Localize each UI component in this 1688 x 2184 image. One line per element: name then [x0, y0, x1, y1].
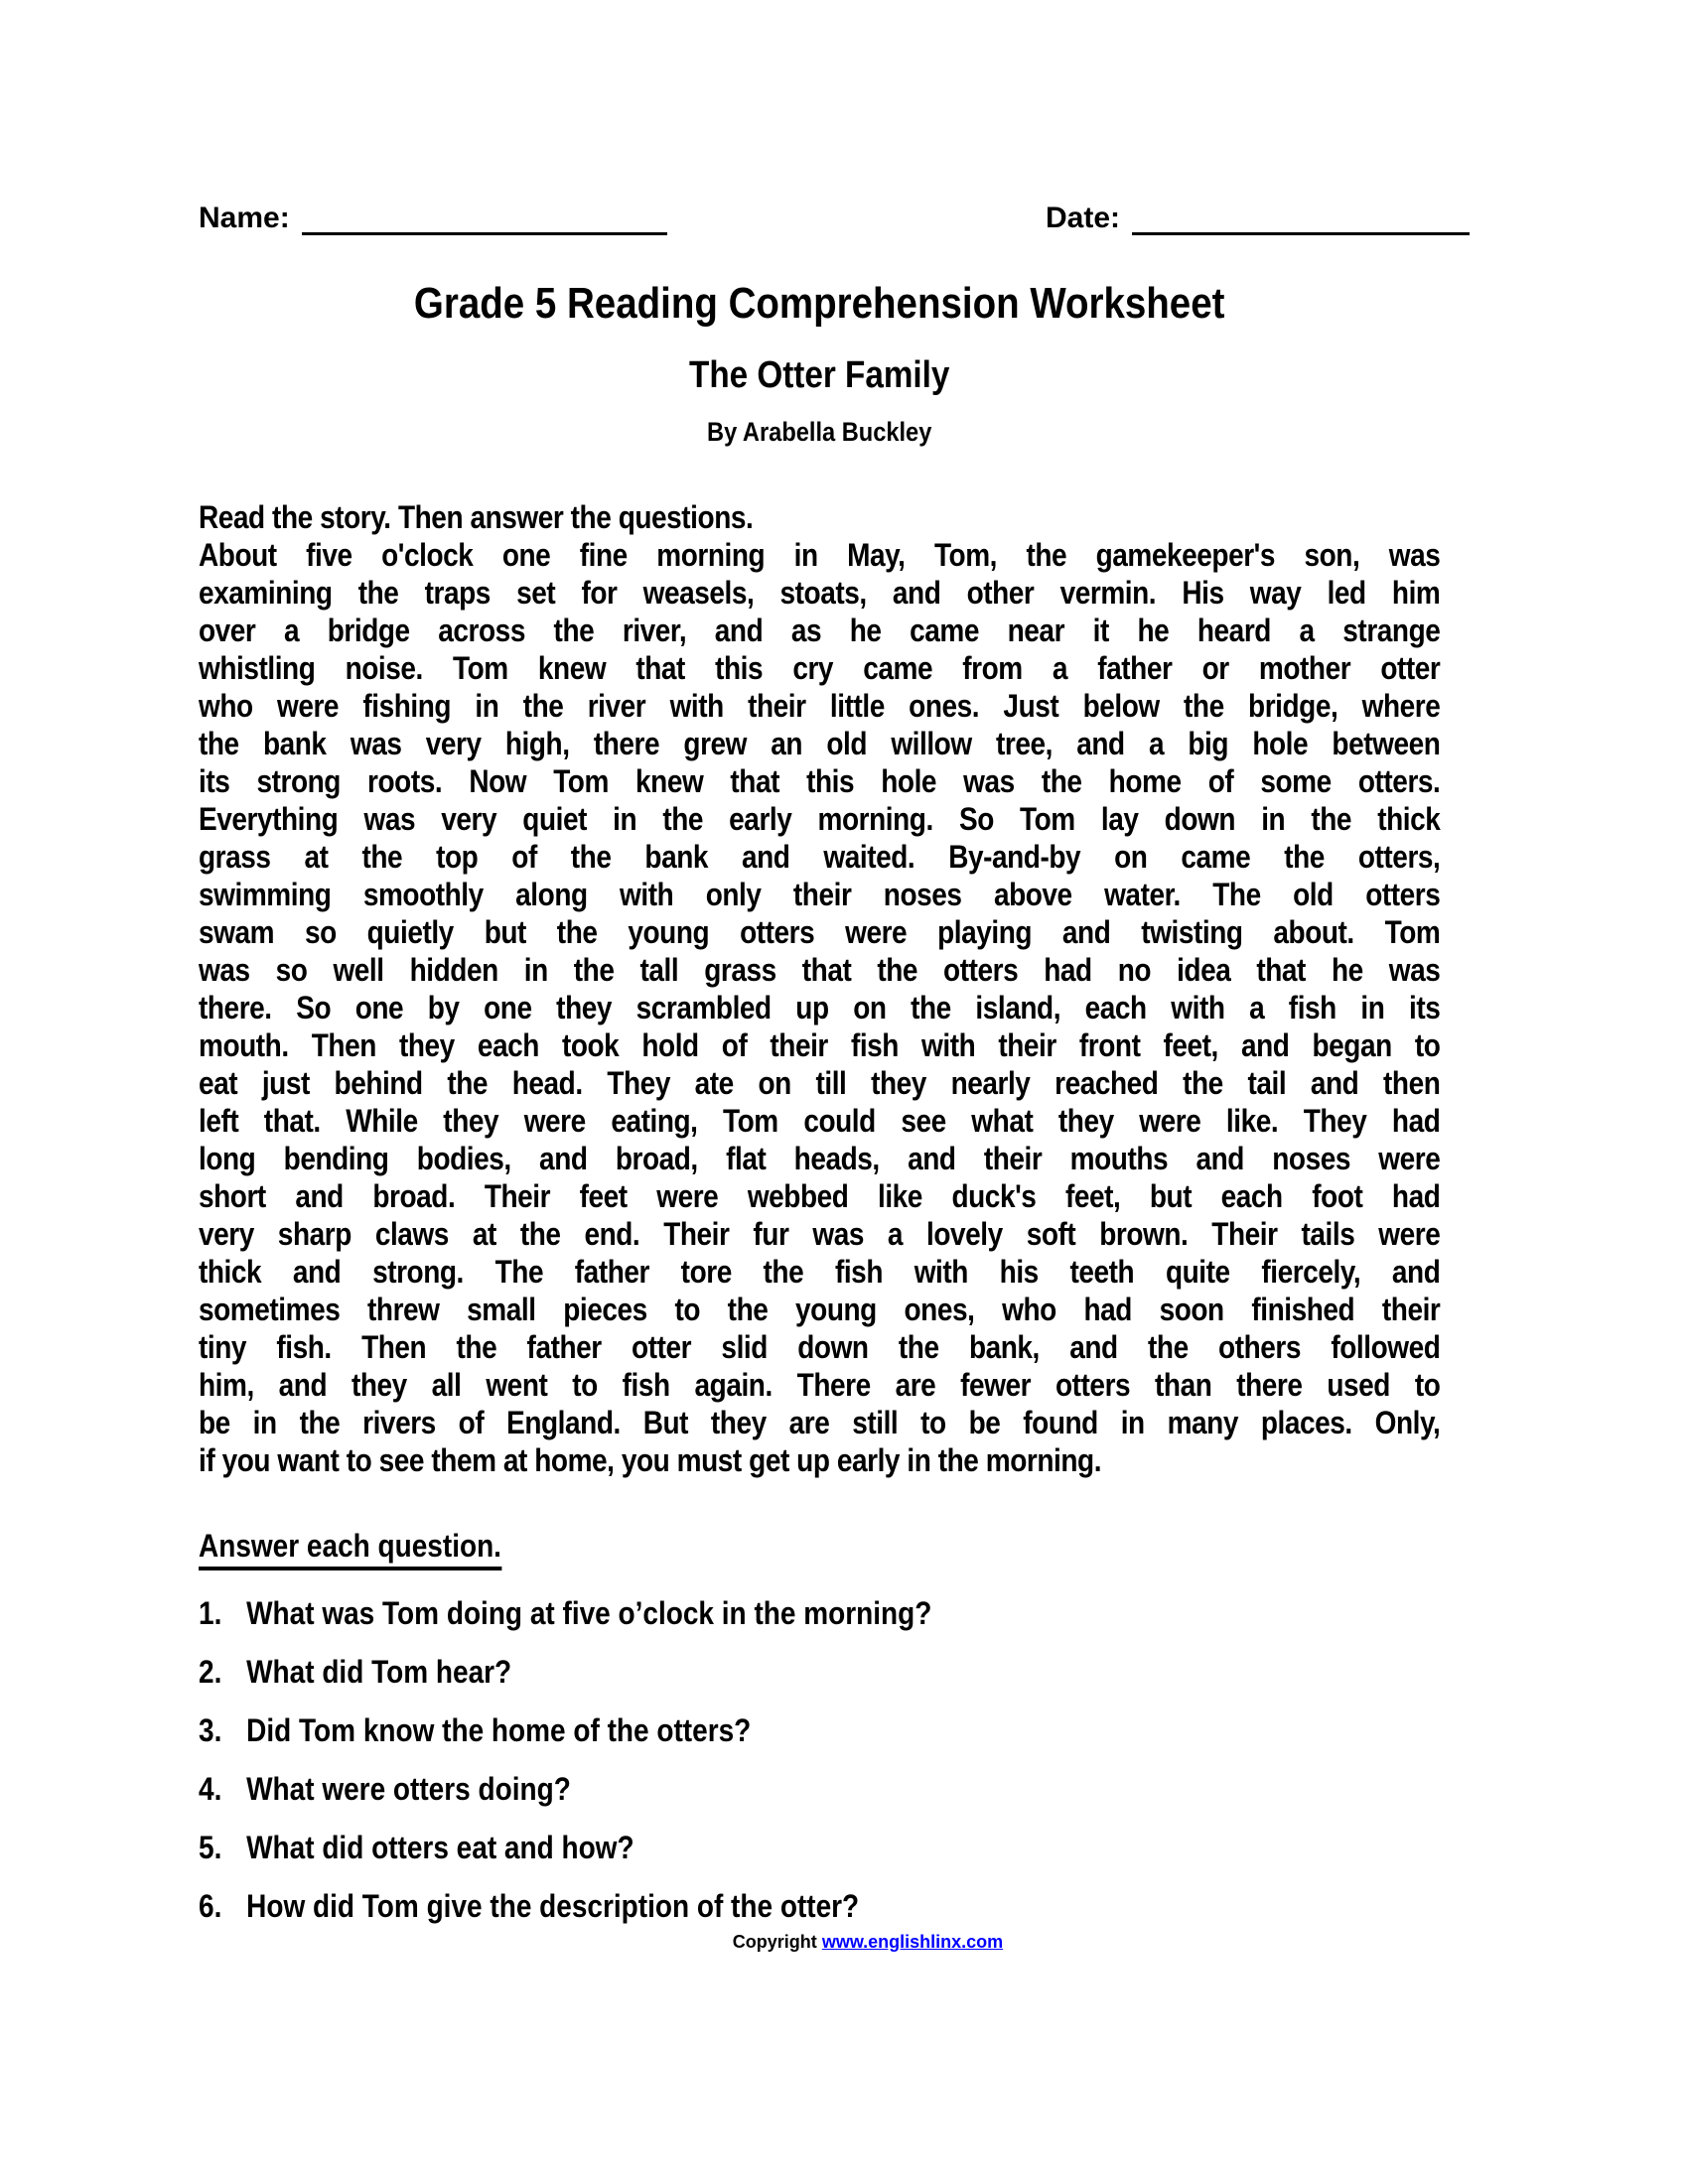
story-line: swimming smoothly along with only their noses above water. The old otters [199, 877, 1441, 912]
story-line: very sharp claws at the end. Their fur was a lovely soft brown. Their tails were [199, 1216, 1441, 1252]
story-line: was so well hidden in the tall grass that the otters had no idea that he was [199, 952, 1441, 988]
englishlinx-link[interactable]: www.englishlinx.com [821, 1932, 1004, 1952]
question-number: 4. [199, 1771, 222, 1807]
worksheet-title: Grade 5 Reading Comprehension Worksheet [413, 279, 1225, 328]
story-line: who were fishing in the river with their little ones. Just below the bridge, where [199, 688, 1441, 724]
question-text: How did Tom give the description of the otter? [246, 1888, 860, 1924]
story-line: About five o'clock one fine morning in May, Tom, the gamekeeper's son, was [199, 537, 1441, 573]
question-row [199, 1711, 1440, 1749]
story-line: Everything was very quiet in the early morning. So Tom lay down in the thick [199, 801, 1441, 837]
question-text: What did Tom hear? [246, 1654, 512, 1690]
story-line: long bending bodies, and broad, flat heads, and their mouths and noses were [199, 1141, 1441, 1176]
story-line: whistling noise. Tom knew that this cry came from a father or mother otter [199, 650, 1441, 686]
question-text: What did otters eat and how? [246, 1830, 634, 1865]
footer [24, 1930, 1688, 1954]
story-line: there. So one by one they scrambled up on the island, each with a fish in its [199, 990, 1441, 1025]
story-line: examining the traps set for weasels, stoats, and other vermin. His way led him [199, 575, 1441, 611]
name-field-group [199, 202, 667, 235]
name-label: Name: [199, 202, 290, 234]
header-row [199, 202, 1470, 235]
story-line: swam so quietly but the young otters were playing and twisting about. Tom [199, 914, 1441, 950]
date-blank-line [1132, 203, 1470, 235]
name-blank-line [302, 203, 667, 235]
story-line: mouth. Then they each took hold of their fish with their front feet, and began to [199, 1027, 1441, 1063]
questions-list [199, 1594, 1440, 1946]
question-row [199, 1770, 1440, 1808]
story-line: over a bridge across the river, and as he came near it he heard a strange [199, 613, 1441, 648]
questions-heading-text: Answer each question. [199, 1527, 501, 1570]
question-row [199, 1594, 1440, 1632]
questions-heading [199, 1527, 1440, 1570]
question-text: Did Tom know the home of the otters? [246, 1712, 752, 1748]
question-row [199, 1829, 1440, 1866]
question-text: What were otters doing? [246, 1771, 571, 1807]
story-line: sometimes threw small pieces to the young ones, who had soon finished their [199, 1292, 1441, 1327]
story-line: left that. While they were eating, Tom could see what they were like. They had [199, 1103, 1441, 1139]
story-line: grass at the top of the bank and waited. By-and-by on came the otters, [199, 839, 1441, 875]
story-line: thick and strong. The father tore the fish with his teeth quite fiercely, and [199, 1254, 1441, 1290]
story-line: short and broad. Their feet were webbed like duck's feet, but each foot had [199, 1178, 1441, 1214]
story-line: the bank was very high, there grew an old willow tree, and a big hole between [199, 726, 1441, 761]
story-byline: By Arabella Buckley [707, 417, 932, 447]
date-label: Date: [1045, 202, 1120, 234]
story-line: its strong roots. Now Tom knew that this hole was the home of some otters. [199, 763, 1441, 799]
date-field-group [1046, 202, 1470, 235]
question-number: 2. [199, 1654, 222, 1690]
question-row [199, 1887, 1440, 1925]
story-line: tiny fish. Then the father otter slid down the bank, and the others followed [199, 1329, 1441, 1365]
story-line: be in the rivers of England. But they are still to be found in many places. Only, [199, 1405, 1441, 1440]
question-number: 6. [199, 1888, 222, 1924]
story-title: The Otter Family [689, 354, 950, 396]
story-line: if you want to see them at home, you must get up early in the morning. [199, 1442, 1102, 1478]
question-number: 1. [199, 1595, 222, 1631]
instruction-line: Read the story. Then answer the questions. [199, 499, 754, 535]
question-number: 5. [199, 1830, 222, 1865]
question-text: What was Tom doing at five o’clock in the morning? [246, 1595, 932, 1631]
story-line: eat just behind the head. They ate on till they nearly reached the tail and then [199, 1065, 1441, 1101]
story-block [199, 498, 1440, 1479]
story-passage [199, 536, 1440, 1479]
story-line: him, and they all went to fish again. There are fewer otters than there used to [199, 1367, 1441, 1403]
copyright-label: Copyright [732, 1932, 817, 1952]
question-row [199, 1653, 1440, 1691]
question-number: 3. [199, 1712, 222, 1748]
